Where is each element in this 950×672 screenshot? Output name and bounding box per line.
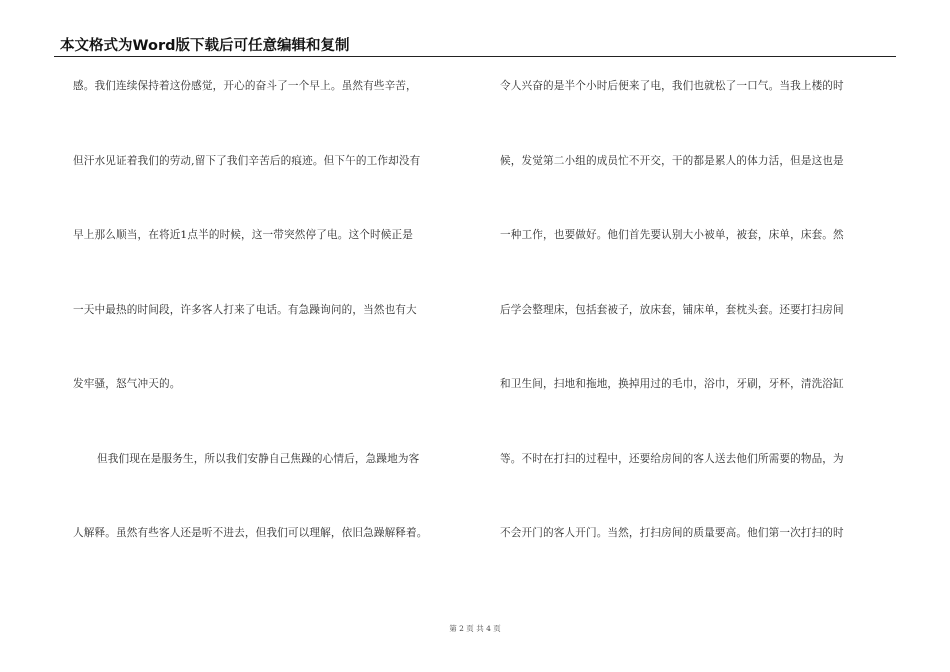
text-line: 等。不时在打扫的过程中，还要给房间的客人送去他们所需要的物品，为 xyxy=(500,453,844,465)
text-line: 一种工作，也要做好。他们首先要认别大小被单，被套，床单，床套。然 xyxy=(500,229,844,241)
text-line: 令人兴奋的是半个小时后便来了电，我们也就松了一口气。当我上楼的时 xyxy=(500,80,844,92)
text-line: 一天中最热的时间段，许多客人打来了电话。有急躁询问的，当然也有大 xyxy=(73,304,417,316)
text-line: 人解释。虽然有些客人还是听不进去，但我们可以理解，依旧急躁解释着。 xyxy=(73,527,428,539)
header-title: 本文格式为Word版下载后可任意编辑和复制 xyxy=(60,38,350,54)
text-line: 但汗水见证着我们的劳动,留下了我们辛苦后的痕迹。但下午的工作却没有 xyxy=(73,155,421,167)
text-line: 早上那么顺当，在将近1点半的时候，这一带突然停了电。这个时候正是 xyxy=(73,229,413,241)
text-line-indented: 但我们现在是服务生，所以我们安静自己焦躁的心情后，急躁地为客 xyxy=(97,453,420,465)
text-line: 和卫生间，扫地和拖地，换掉用过的毛巾，浴巾，牙刷，牙杯，清洗浴缸 xyxy=(500,378,844,390)
text-line: 发牢骚，怒气冲天的。 xyxy=(73,378,181,390)
text-line: 不会开门的客人开门。当然，打扫房间的质量要高。他们第一次打扫的时 xyxy=(500,527,844,539)
text-line: 感。我们连续保持着这份感觉，开心的奋斗了一个早上。虽然有些辛苦， xyxy=(73,80,417,92)
text-line: 后学会整理床，包括套被子，放床套，铺床单，套枕头套。还要打扫房间 xyxy=(500,304,844,316)
text-line: 候，发觉第二小组的成员忙不开交，干的都是累人的体力活，但是这也是 xyxy=(500,155,844,167)
page-header xyxy=(54,30,896,57)
page-number: 第 2 页 共 4 页 xyxy=(449,624,501,633)
